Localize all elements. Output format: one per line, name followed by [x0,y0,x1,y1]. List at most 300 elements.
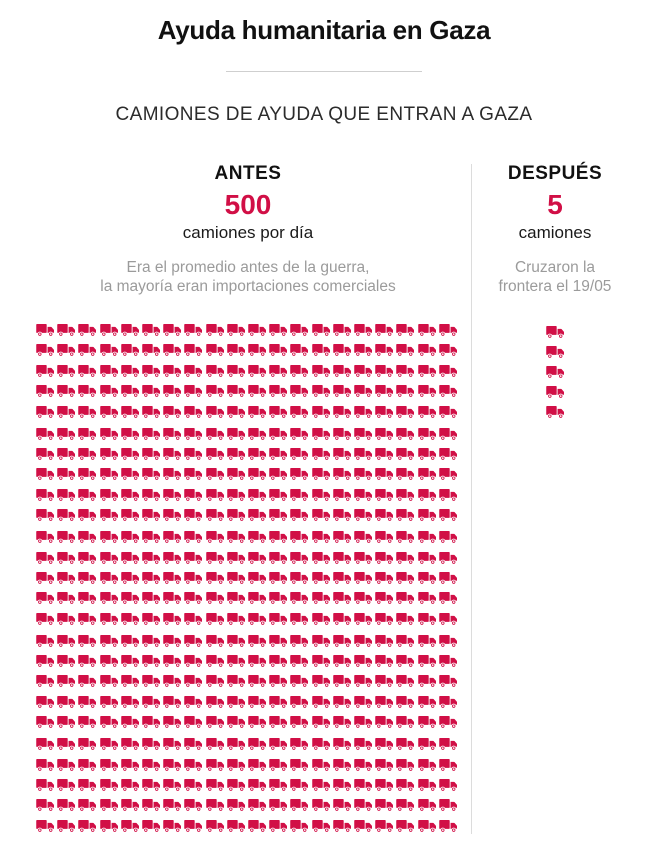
truck-icon [375,364,394,379]
truck-icon [248,427,267,442]
truck-icon [227,819,246,834]
truck-icon [312,778,331,793]
truck-icon [163,551,182,566]
truck-icon [142,551,161,566]
truck-icon [418,654,437,669]
truck-icon [100,447,119,462]
truck-icon [142,405,161,420]
truck-icon [142,634,161,649]
truck-icon [184,819,203,834]
truck-icon [439,715,458,730]
truck-icon [142,488,161,503]
truck-icon [100,323,119,338]
truck-icon [418,634,437,649]
truck-icon [163,364,182,379]
title-divider [226,71,422,72]
page-title: Ayuda humanitaria en Gaza [157,15,491,45]
truck-icon [333,654,352,669]
truck-icon [100,737,119,752]
truck-icon [184,571,203,586]
truck-icon [121,447,140,462]
truck-icon [184,758,203,773]
truck-icon [100,591,119,606]
truck-icon [121,674,140,689]
truck-icon [163,384,182,399]
truck-icon [100,343,119,358]
truck-icon [248,364,267,379]
truck-icon [206,447,225,462]
truck-icon [142,343,161,358]
truck-icon [439,508,458,523]
truck-icon [184,591,203,606]
truck-icon [36,571,55,586]
truck-icon [36,695,55,710]
truck-icon [375,612,394,627]
truck-icon [121,737,140,752]
truck-icon [418,674,437,689]
truck-icon [333,634,352,649]
truck-icon [248,778,267,793]
truck-icon [269,530,288,545]
truck-icon [100,758,119,773]
truck-icon [248,508,267,523]
truck-icon [312,591,331,606]
truck-icon [248,819,267,834]
truck-icon [121,695,140,710]
truck-icon [163,467,182,482]
truck-icon [248,715,267,730]
truck-icon [396,819,415,834]
truck-icon [206,551,225,566]
truck-icon [439,427,458,442]
truck-icon [142,654,161,669]
truck-icon [396,384,415,399]
truck-icon [333,323,352,338]
truck-icon [121,427,140,442]
truck-icon [312,737,331,752]
truck-icon [354,737,373,752]
truck-icon [396,447,415,462]
truck-icon [36,778,55,793]
truck-icon [57,551,76,566]
truck-icon [100,798,119,813]
truck-icon [418,530,437,545]
truck-icon [396,634,415,649]
truck-icon [121,715,140,730]
truck-icon [269,467,288,482]
truck-icon [248,798,267,813]
truck-icon [36,654,55,669]
truck-icon [333,343,352,358]
truck-icon [439,384,458,399]
truck-icon [333,467,352,482]
truck-icon [290,571,309,586]
truck-icon [36,737,55,752]
truck-icon [418,488,437,503]
truck-icon [227,654,246,669]
truck-icon [142,571,161,586]
truck-icon [184,427,203,442]
truck-icon [121,323,140,338]
truck-icon [184,551,203,566]
truck-icon [396,612,415,627]
truck-icon [375,508,394,523]
truck-icon [57,758,76,773]
truck-icon [206,591,225,606]
truck-icon [78,798,97,813]
truck-icon [418,591,437,606]
truck-icon [269,798,288,813]
truck-icon [227,715,246,730]
truck-icon [142,591,161,606]
before-note [36,259,460,296]
truck-icon [439,591,458,606]
truck-icon [121,488,140,503]
truck-icon [36,715,55,730]
truck-icon [248,343,267,358]
truck-icon [396,364,415,379]
truck-row-group [36,323,460,420]
truck-icon [121,405,140,420]
truck-icon [163,737,182,752]
truck-icon [121,798,140,813]
truck-icon [333,819,352,834]
truck-icon [354,778,373,793]
truck-icon [269,551,288,566]
before-stats [36,164,460,296]
truck-icon [312,551,331,566]
truck-icon [290,612,309,627]
truck-icon [333,405,352,420]
truck-icon [375,384,394,399]
truck-icon [100,654,119,669]
truck-icon [142,758,161,773]
truck-icon [375,447,394,462]
truck-icon [206,798,225,813]
truck-icon [121,758,140,773]
truck-row-group [36,634,460,731]
truck-icon [396,571,415,586]
truck-icon [269,447,288,462]
truck-icon [418,384,437,399]
truck-icon [375,695,394,710]
truck-icon [57,612,76,627]
truck-icon [227,551,246,566]
truck-icon [269,695,288,710]
truck-icon [312,488,331,503]
truck-icon [36,364,55,379]
truck-icon [36,488,55,503]
truck-icon [375,798,394,813]
truck-icon [100,778,119,793]
truck-icon [227,384,246,399]
truck-icon [142,427,161,442]
truck-icon [418,571,437,586]
truck-icon [78,634,97,649]
truck-icon [439,819,458,834]
after-label: DESPUÉS [507,163,603,184]
truck-icon [163,654,182,669]
before-label: ANTES [214,163,282,184]
truck-icon [375,758,394,773]
truck-icon [290,323,309,338]
truck-icon [396,323,415,338]
truck-row-group [36,427,460,524]
after-note-line-1: Cruzaron la [514,259,596,276]
truck-icon [312,508,331,523]
truck-icon [100,674,119,689]
truck-icon [184,343,203,358]
truck-icon [36,612,55,627]
truck-icon [375,405,394,420]
truck-icon [121,612,140,627]
truck-icon [227,758,246,773]
truck-icon [227,634,246,649]
truck-icon [100,364,119,379]
truck-icon [546,345,565,360]
truck-row-group [36,737,460,834]
truck-icon [36,758,55,773]
truck-icon [439,323,458,338]
truck-icon [290,695,309,710]
truck-icon [375,634,394,649]
truck-icon [184,612,203,627]
truck-icon [57,778,76,793]
truck-icon [163,571,182,586]
truck-row-group [36,530,460,627]
truck-icon [206,364,225,379]
truck-icon [418,427,437,442]
truck-icon [36,323,55,338]
truck-icon [206,819,225,834]
truck-icon [418,447,437,462]
truck-icon [418,798,437,813]
truck-icon [290,488,309,503]
truck-icon [354,551,373,566]
truck-icon [396,695,415,710]
before-note-line-1: Era el promedio antes de la guerra, [126,259,370,276]
truck-icon [312,364,331,379]
truck-icon [78,571,97,586]
truck-icon [121,551,140,566]
truck-icon [546,325,565,340]
truck-icon [312,571,331,586]
truck-icon [439,343,458,358]
truck-icon [206,634,225,649]
truck-icon [269,343,288,358]
truck-icon [57,323,76,338]
truck-icon [142,323,161,338]
truck-icon [248,654,267,669]
truck-icon [439,612,458,627]
truck-icon [439,488,458,503]
truck-icon [184,798,203,813]
truck-icon [312,447,331,462]
truck-icon [269,674,288,689]
truck-icon [206,384,225,399]
truck-icon [206,571,225,586]
truck-icon [121,364,140,379]
truck-icon [248,737,267,752]
truck-icon [57,384,76,399]
truck-icon [163,591,182,606]
truck-icon [418,405,437,420]
truck-icon [121,384,140,399]
truck-icon [375,488,394,503]
truck-icon [546,385,565,400]
truck-icon [57,798,76,813]
truck-icon [396,798,415,813]
truck-icon [206,758,225,773]
truck-icon [290,758,309,773]
truck-icon [290,384,309,399]
truck-icon [396,737,415,752]
truck-icon [269,323,288,338]
truck-icon [439,364,458,379]
truck-icon [375,551,394,566]
truck-icon [163,715,182,730]
chart-title: CAMIONES DE AYUDA QUE ENTRAN A GAZA [115,104,533,125]
truck-icon [354,508,373,523]
truck-icon [290,427,309,442]
truck-icon [78,654,97,669]
truck-icon [418,323,437,338]
truck-icon [36,427,55,442]
truck-icon [439,674,458,689]
truck-icon [121,508,140,523]
truck-icon [78,364,97,379]
truck-icon [184,654,203,669]
before-value: 500 [224,189,272,220]
truck-icon [163,323,182,338]
truck-icon [396,405,415,420]
truck-icon [439,758,458,773]
truck-icon [184,488,203,503]
truck-icon [163,695,182,710]
truck-icon [290,591,309,606]
truck-icon [206,488,225,503]
truck-icon [206,343,225,358]
truck-icon [290,674,309,689]
truck-icon [206,467,225,482]
truck-icon [290,778,309,793]
truck-icon [290,654,309,669]
truck-icon [142,819,161,834]
truck-icon [290,715,309,730]
truck-icon [333,715,352,730]
truck-icon [78,530,97,545]
truck-icon [375,427,394,442]
truck-icon [354,364,373,379]
truck-icon [354,591,373,606]
truck-icon [227,674,246,689]
truck-icon [375,343,394,358]
truck-icon [248,323,267,338]
truck-icon [227,323,246,338]
truck-icon [184,634,203,649]
truck-icon [312,695,331,710]
truck-icon [269,715,288,730]
truck-icon [184,530,203,545]
truck-icon [206,405,225,420]
truck-icon [439,654,458,669]
before-note-line-2: la mayoría eran importaciones comerciales [100,277,396,295]
truck-icon [312,427,331,442]
after-note-line-2: frontera el 19/05 [498,277,612,295]
truck-icon [78,405,97,420]
truck-icon [248,674,267,689]
before-unit: camiones por día [182,223,314,242]
after-pictogram [472,325,638,420]
truck-icon [354,674,373,689]
truck-icon [78,508,97,523]
truck-icon [396,591,415,606]
truck-icon [354,384,373,399]
truck-icon [184,737,203,752]
truck-icon [248,447,267,462]
after-value: 5 [547,189,563,220]
truck-icon [333,695,352,710]
truck-icon [290,551,309,566]
truck-icon [57,571,76,586]
truck-icon [57,715,76,730]
truck-icon [418,612,437,627]
truck-icon [290,447,309,462]
truck-icon [354,758,373,773]
truck-icon [269,364,288,379]
truck-icon [184,323,203,338]
truck-icon [184,695,203,710]
truck-icon [121,591,140,606]
truck-icon [290,798,309,813]
truck-icon [248,612,267,627]
truck-icon [439,778,458,793]
truck-icon [36,508,55,523]
truck-icon [36,343,55,358]
truck-icon [206,674,225,689]
truck-icon [269,612,288,627]
truck-icon [418,551,437,566]
truck-icon [142,530,161,545]
truck-icon [78,737,97,752]
truck-icon [163,405,182,420]
truck-icon [248,695,267,710]
truck-icon [36,530,55,545]
truck-icon [375,654,394,669]
truck-icon [100,405,119,420]
truck-icon [248,758,267,773]
truck-icon [78,343,97,358]
truck-icon [418,715,437,730]
truck-icon [78,758,97,773]
truck-icon [142,508,161,523]
truck-icon [227,488,246,503]
truck-icon [333,758,352,773]
truck-icon [206,427,225,442]
truck-icon [333,364,352,379]
truck-icon [375,819,394,834]
truck-icon [439,530,458,545]
truck-icon [418,819,437,834]
truck-icon [227,612,246,627]
truck-icon [333,612,352,627]
truck-icon [184,364,203,379]
truck-icon [142,715,161,730]
truck-icon [354,715,373,730]
truck-icon [354,427,373,442]
truck-icon [142,447,161,462]
truck-icon [333,508,352,523]
